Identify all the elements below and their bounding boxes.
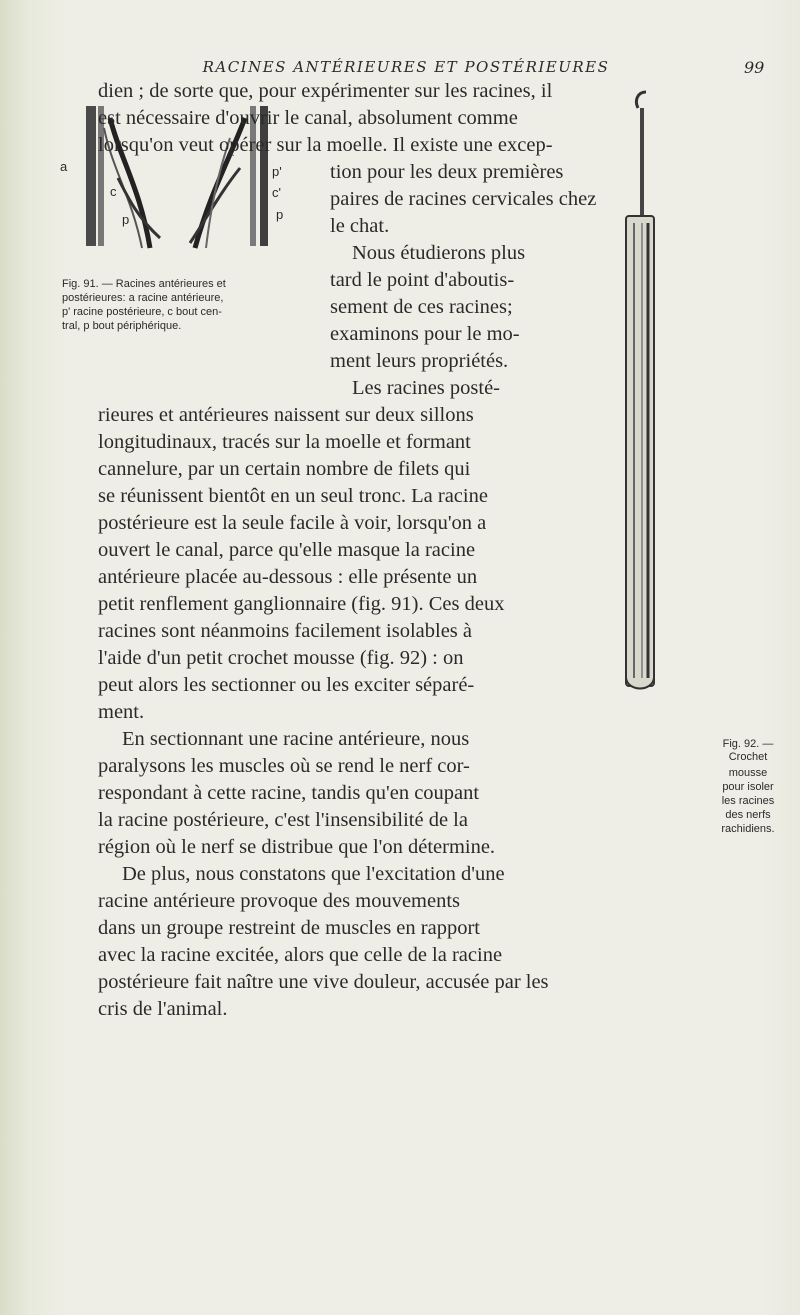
- text-line: tion pour les deux premières: [330, 161, 564, 183]
- text-line: le chat.: [330, 215, 390, 237]
- text-line: En sectionnant une racine antérieure, nous: [122, 728, 470, 750]
- fig91-caption-line: Fig. 91. — Racines antérieures et: [62, 278, 226, 290]
- text-line: longitudinaux, tracés sur la moelle et formant: [98, 431, 471, 453]
- page-number: 99: [744, 58, 765, 77]
- text-line: ment.: [98, 701, 145, 723]
- fig92-caption-line: rachidiens.: [721, 823, 775, 835]
- fig91-label-p-right: p: [276, 207, 284, 222]
- text-line: paralysons les muscles où se rend le nerf cor-: [98, 755, 470, 777]
- text-line: respondant à cette racine, tandis qu'en coupant: [98, 782, 480, 804]
- text-line: paires de racines cervicales chez: [330, 188, 597, 210]
- text-line: ment leurs propriétés.: [330, 350, 509, 372]
- fig92-caption-line: les racines: [721, 795, 775, 807]
- fig92-caption-line: pour isoler: [722, 781, 774, 793]
- fig91-label-c: c: [110, 184, 117, 199]
- fig92-caption-line: des nerfs: [725, 809, 771, 821]
- fig92-caption-line: Crochet: [728, 751, 768, 763]
- text-line: cris de l'animal.: [98, 998, 228, 1020]
- text-line: tard le point d'aboutis-: [330, 269, 515, 291]
- text-line: lorsqu'on veut opérer sur la moelle. Il existe une excep-: [98, 134, 553, 156]
- text-line: racines sont néanmoins facilement isolables à: [98, 620, 473, 642]
- text-line: peut alors les sectionner ou les exciter séparé-: [98, 674, 475, 696]
- text-line: De plus, nous constatons que l'excitation d'une: [122, 863, 505, 885]
- text-line: racine antérieure provoque des mouvements: [98, 890, 461, 912]
- text-line: antérieure placée au-dessous : elle présente un: [98, 566, 478, 588]
- text-line: la racine postérieure, c'est l'insensibilité de la: [98, 809, 468, 831]
- fig92-caption-line: mousse: [728, 767, 768, 779]
- text-line: cannelure, par un certain nombre de filets qui: [98, 458, 471, 480]
- text-line: sement de ces racines;: [330, 296, 513, 318]
- fig91-caption-line: tral, p bout périphérique.: [62, 320, 182, 332]
- text-line: dien ; de sorte que, pour expérimenter sur les racines, il: [98, 80, 553, 102]
- fig91-label-p-prime: p': [272, 164, 282, 179]
- text-line: avec la racine excitée, alors que celle de la racine: [98, 944, 503, 966]
- fig91-label-p: p: [122, 212, 130, 227]
- fig92-caption-line: Fig. 92. —: [722, 738, 774, 750]
- fig91-caption-line: p' racine postérieure, c bout cen-: [62, 306, 222, 318]
- text-line: région où le nerf se distribue que l'on détermine.: [98, 836, 496, 858]
- text-line: rieures et antérieures naissent sur deux sillons: [98, 404, 474, 426]
- text-line: se réunissent bientôt en un seul tronc. La racine: [98, 485, 488, 507]
- text-line: petit renflement ganglionnaire (fig. 91). Ces deux: [98, 593, 505, 615]
- text-line: est nécessaire d'ouvrir le canal, absolument comme: [98, 107, 518, 129]
- fig91-caption-line: postérieures: a racine antérieure,: [62, 292, 224, 304]
- text-line: ouvert le canal, parce qu'elle masque la racine: [98, 539, 476, 561]
- text-line: postérieure est la seule facile à voir, lorsqu'on a: [98, 512, 487, 534]
- fig91-label-a: a: [60, 159, 68, 174]
- text-line: Les racines posté-: [352, 377, 500, 399]
- fig91-label-c-prime: c': [272, 185, 281, 200]
- running-head: RACINES ANTÉRIEURES ET POSTÉRIEURES: [202, 58, 610, 76]
- text-line: examinons pour le mo-: [330, 323, 520, 345]
- text-line: postérieure fait naître une vive douleur, accusée par les: [98, 971, 549, 993]
- text-line: dans un groupe restreint de muscles en rapport: [98, 917, 480, 939]
- figure-92-illustration: [618, 88, 658, 698]
- text-line: Nous étudierons plus: [352, 242, 526, 264]
- text-line: l'aide d'un petit crochet mousse (fig. 92) : on: [98, 647, 464, 669]
